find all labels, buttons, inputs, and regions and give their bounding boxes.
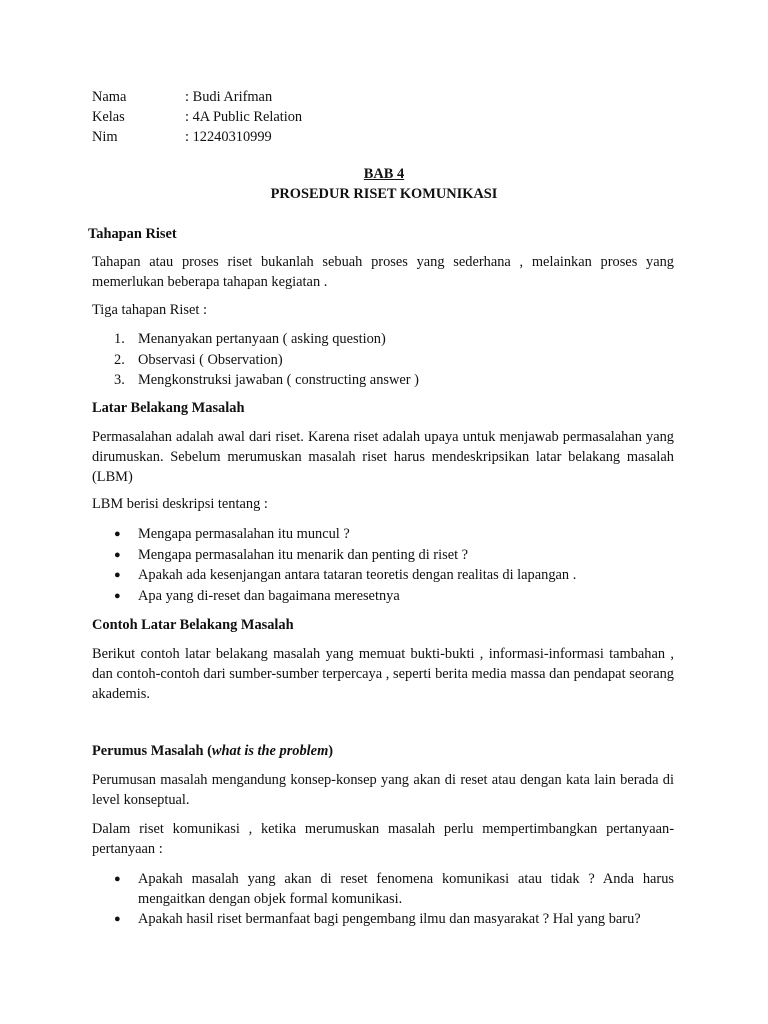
bullet-icon: ● — [114, 569, 121, 581]
list-item-text: Menanyakan pertanyaan ( asking question) — [138, 331, 386, 347]
heading-tahapan-riset: Tahapan Riset — [88, 226, 177, 242]
list-item — [92, 909, 674, 929]
list-item — [92, 329, 674, 350]
list-number: 2. — [114, 351, 125, 368]
kelas-label: Kelas — [92, 109, 125, 125]
heading-latar-belakang: Latar Belakang Masalah — [92, 400, 245, 416]
heading-perumus-masalah — [92, 741, 333, 761]
list-item — [92, 350, 674, 371]
bullet-icon: ● — [114, 873, 121, 885]
info-row-nim — [92, 127, 302, 147]
chapter-title: PROSEDUR RISET KOMUNIKASI — [270, 186, 498, 202]
heading-perumus-close: ) — [328, 743, 334, 759]
perumus-list — [92, 869, 674, 929]
list-item — [92, 524, 674, 545]
paragraph-perumus-2: Dalam riset komunikasi , ketika merumuskan masalah perlu mempertimbangkan pertanyaan-pertanyaan : — [92, 821, 674, 857]
paragraph-perumus-1: Perumusan masalah mengandung konsep-konsep yang akan di reset atau dengan kata lain berada di level konseptual. — [92, 772, 674, 808]
nama-label: Nama — [92, 89, 127, 105]
list-number: 1. — [114, 331, 125, 347]
nim-label: Nim — [92, 129, 118, 145]
list-item — [92, 565, 674, 586]
info-row-nama — [92, 87, 302, 107]
bullet-icon: ● — [114, 548, 121, 561]
list-item — [92, 545, 674, 566]
list-item-text: Mengapa permasalahan itu menarik dan penting di riset ? — [138, 546, 469, 563]
list-item-text: Observasi ( Observation) — [138, 351, 283, 368]
list-item — [92, 586, 674, 607]
paragraph-tahapan: Tahapan atau proses riset bukanlah sebuah proses yang sederhana , melainkan proses yang memerlukan beberapa tahapan kegiatan . — [92, 254, 674, 290]
bullet-icon: ● — [114, 528, 121, 540]
student-info — [92, 87, 302, 147]
paragraph-contoh: Berikut contoh latar belakang masalah yang memuat bukti-bukti , informasi-informasi tambahan , dan contoh-contoh dari sumber-sumber terpercaya , seperti berita media massa dan pendapat seorang akademis. — [92, 646, 674, 702]
latar-intro: LBM berisi deskripsi tentang : — [92, 496, 268, 512]
nim-value: : 12240310999 — [185, 129, 272, 145]
info-row-kelas — [92, 107, 302, 127]
heading-contoh-latar: Contoh Latar Belakang Masalah — [92, 617, 294, 633]
tahapan-list — [92, 329, 674, 391]
list-item-text: Apakah ada kesenjangan antara tataran teoretis dengan realitas di lapangan . — [138, 567, 577, 583]
heading-perumus-text: Perumus Masalah ( — [92, 743, 212, 759]
list-item-text: Apakah hasil riset bermanfaat bagi pengembang ilmu dan masyarakat ? Hal yang baru? — [138, 911, 641, 927]
list-item — [92, 370, 674, 391]
nama-value: : Budi Arifman — [185, 89, 273, 105]
tahapan-intro: Tiga tahapan Riset : — [92, 302, 207, 318]
list-number: 3. — [114, 372, 125, 388]
heading-perumus-italic: what is the problem — [211, 743, 329, 759]
bullet-icon: ● — [114, 589, 121, 602]
list-item — [92, 869, 674, 909]
bullet-icon: ● — [114, 913, 121, 925]
list-item-text: Apakah masalah yang akan di reset fenomena komunikasi atau tidak ? Anda harus mengaitkan dengan objek formal komunikasi. — [138, 871, 674, 907]
latar-list — [92, 524, 674, 606]
kelas-value: : 4A Public Relation — [185, 109, 303, 125]
paragraph-latar: Permasalahan adalah awal dari riset. Karena riset adalah upaya untuk menjawab permasalahan yang dirumuskan. Sebelum merumuskan masalah riset harus mendeskripsikan latar belakang masalah (LBM) — [92, 429, 674, 485]
list-item-text: Mengkonstruksi jawaban ( constructing answer ) — [138, 372, 419, 388]
list-item-text: Apa yang di-reset dan bagaimana meresetnya — [138, 587, 400, 604]
chapter-number: BAB 4 — [363, 166, 405, 182]
list-item-text: Mengapa permasalahan itu muncul ? — [138, 526, 350, 542]
